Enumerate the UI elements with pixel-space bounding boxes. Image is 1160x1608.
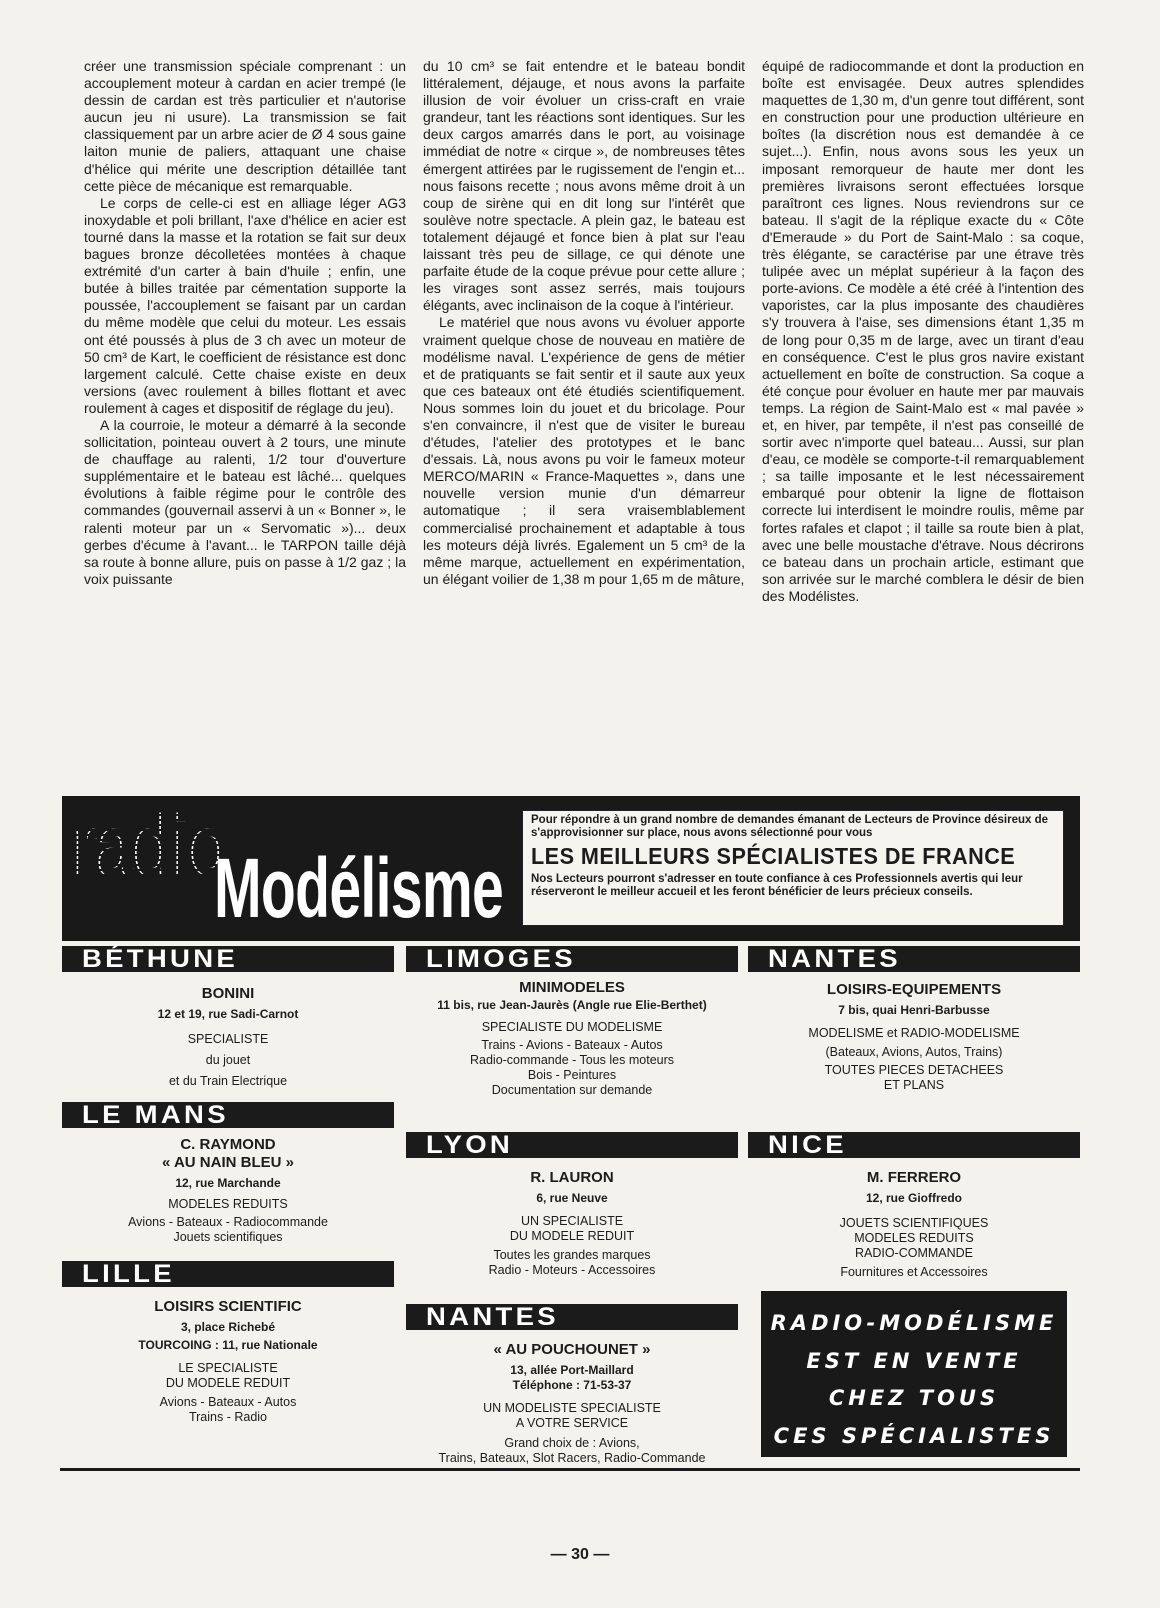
dealer-line: LE SPECIALISTE — [178, 1361, 278, 1375]
promo-line: CHEZ TOUS — [828, 1386, 1000, 1410]
dealer-limoges — [406, 980, 738, 1132]
dealer-line: Radio - Moteurs - Accessoires — [488, 1263, 656, 1277]
article-column-3 — [762, 58, 1084, 743]
dealer-bethune — [62, 986, 394, 1102]
promo-line: EST EN VENTE — [806, 1348, 1022, 1373]
dealer-address-2: TOURCOING : 11, rue Nationale — [138, 1338, 318, 1352]
dealer-line: Jouets scientifiques — [173, 1230, 283, 1244]
dealer-lille — [62, 1299, 394, 1425]
promo-line: CES SPÉCIALISTES — [773, 1423, 1055, 1448]
dealer-lemans — [62, 1137, 394, 1261]
dealer-name: LOISIRS-EQUIPEMENTS — [826, 981, 1002, 998]
city-bar-lille: LILLE — [62, 1261, 394, 1287]
dealer-name: MINIMODELES — [519, 979, 625, 996]
dealer-line: Bois - Peintures — [527, 1068, 617, 1082]
dealer-address: 13, allée Port-Maillard — [510, 1363, 634, 1377]
dealer-line: du jouet — [205, 1053, 251, 1067]
dealer-name: C. RAYMOND — [180, 1136, 276, 1153]
paragraph: Le matériel que nous avons vu évoluer apporte vraiment quelque chose de nouveau en matière de modélisme naval. L'expérience de gens de métier et de pratiquants se fait sentir et il saute aux yeux que ces bateaux ont été étudiés scientifiquement. Nous sommes loin du jouet et du bricolage. Pour s'en convaincre, il n'est que de visiter le bureau d'études, l'atelier des prototypes et le banc d'essais. Là, nous avons pu voir le fameux moteur MERCO/MARIN « France-Maquettes », dans une nouvelle version munie d'un démarreur automatique ; il sera vraisemblablement commercialisé prochainement et adaptable à tous les moteurs déjà livrés. Egalement un 5 cm³ de la même marque, actuellement en expérimentation, un élégant voilier de 1,38 m pour 1,65 m de mâture, — [423, 314, 745, 587]
paragraph: équipé de radiocommande et dont la production en boîte est envisagée. Deux autres splendides maquettes de 1,30 m, d'un genre tout différent, sont en construction pour une production ultérieure en boîtes (la discrétion nous est demandée à ce sujet...). Enfin, nous avons sous les yeux un imposant remorqueur de haute mer dont les premières livraisons seront effectuées lorsque paraîtront ces lignes. Nous reviendrons sur ce bateau. Il s'agit de la réplique exacte du « Côte d'Emeraude » du Port de Saint-Malo : sa coque, très élégante, se caractérise par une étrave très tulipée avec un méplat supérieur à la façon des porte-avions. Ce modèle a été créé à l'intention des vaporistes, car la plus imposante des chaudières s'y trouvera à l'aise, ses dimensions étant 1,35 m de long pour 0,35 m de large, avec un tirant d'eau en conséquence. C'est le plus gros navire existant actuellement en boîte de construction. Sa coque a été conçue pour évoluer en haute mer par mauvais temps. La région de Saint-Malo est « mal pavée » et, en hiver, par tempête, il n'est pas conseillé de sortir avec n'importe quel bateau... Aussi, sur plan d'eau, ce modèle se comporte-t-il remarquablement ; sa taille imposante et le lest nécessairement embarqué pour obtenir la ligne de flottaison correcte lui interdisent le moindre roulis, même par fortes rafales et clapot ; il taille sa route bien à plat, avec une belle moustache d'étrave. Nous décrirons ce bateau dans un prochain article, estimant que son arrivée sur le marché comblera le désir de bien des Modélistes. — [762, 58, 1084, 604]
dealer-line: et du Train Electrique — [168, 1074, 288, 1088]
paragraph: du 10 cm³ se fait entendre et le bateau bondit littéralement, déjauge, et nous avons la parfaite illusion de voir évoluer un criss-craft en vraie grandeur, tant les réactions sont identiques. Sur les deux cargos amarrés dans le port, au voisinage immédiat de notre « cirque », de nombreuses têtes émergent attirées par le rugissement de l'engin et... nous faisons recette ; nous avons même droit à un coup de sirène qui en dit long sur l'intérêt que soulève notre spectacle. A plein gaz, le bateau est totalement déjaugé et fonce bien à plat sur l'eau laissant très peu de sillage, ce qui dénote une parfaite étude de la coque prévue pour cette allure ; les virages sont assez serrés, mais toujours élégants, avec inclinaison de la coque à l'intérieur. — [423, 58, 745, 314]
ad-intro-text-2: Nos Lecteurs pourront s'adresser en toute confiance à ces Professionnels avertis qui leur réserveront le meilleur accueil et les feront bénéficier de leurs précieux conseils. — [531, 873, 1023, 898]
dealer-line: Trains - Avions - Bateaux - Autos — [481, 1038, 663, 1052]
promo-line: RADIO-MODÉLISME — [770, 1311, 1058, 1335]
article-column-1 — [84, 58, 406, 743]
article-column-2 — [423, 58, 745, 743]
logo-modelisme: Modélisme — [214, 841, 504, 935]
city-bar-nantes-2: NANTES — [406, 1304, 738, 1330]
dealer-address: 11 bis, rue Jean-Jaurès (Angle rue Elie-Berthet) — [437, 998, 707, 1012]
dealer-line: ET PLANS — [883, 1078, 945, 1092]
dealer-address: 3, place Richebé — [180, 1320, 276, 1334]
dealer-line: Avions - Bateaux - Radiocommande — [128, 1215, 328, 1229]
ad-intro-box — [522, 810, 1064, 926]
dealer-line: SPECIALISTE DU MODELISME — [481, 1020, 663, 1034]
dealer-column-1 — [62, 946, 394, 1425]
dealer-line: Avions - Bateaux - Autos — [159, 1395, 297, 1409]
dealer-line: MODELES REDUITS — [854, 1231, 974, 1245]
dealer-line: Trains, Bateaux, Slot Racers, Radio-Commande — [438, 1451, 706, 1465]
city-bar-bethune: BÉTHUNE — [62, 946, 394, 972]
dealer-address: 12, rue Marchande — [175, 1176, 281, 1190]
dealer-line: A VOTRE SERVICE — [515, 1416, 629, 1430]
dealer-column-2 — [406, 946, 738, 1466]
dealer-address: 12, rue Gioffredo — [865, 1191, 963, 1205]
dealer-line: Trains - Radio — [188, 1410, 268, 1424]
page-number: — 30 — — [550, 1546, 610, 1563]
dealer-nantes-pouchounet — [406, 1342, 738, 1466]
bottom-rule — [60, 1468, 1080, 1471]
dealer-line: DU MODELE REDUIT — [509, 1229, 635, 1243]
logo-radio: radio — [72, 798, 229, 894]
dealer-lyon — [406, 1170, 738, 1304]
dealer-name-2: « AU NAIN BLEU » — [162, 1154, 294, 1171]
dealer-phone: Téléphone : 71-53-37 — [512, 1378, 632, 1392]
city-bar-limoges: LIMOGES — [406, 946, 738, 972]
paragraph: créer une transmission spéciale comprenant : un accouplement moteur à cardan en acier trempé (le dessin de cardan est très particulier et n'autorise aucun jeu ni usure). La transmission se fait classiquement par un arbre acier de Ø 4 sous gaine laiton munie de paliers, attaquant une chaise d'hélice qui mérite une description détaillée tant cette pièce de mécanique est remarquable. — [84, 58, 406, 194]
dealer-address: 6, rue Neuve — [536, 1191, 608, 1205]
dealer-address: 12 et 19, rue Sadi-Carnot — [157, 1007, 299, 1021]
paragraph: Le corps de celle-ci est en alliage léger AG3 inoxydable et poli brillant, l'axe d'hélice en acier est tourné dans la masse et la rotation se fait sur deux bagues bronze décolletées montées à chaque extrémité d'un carter à bain d'huile ; enfin, une butée à billes traitée par cémentation supporte la poussée, l'accouplement se faisant par un cardan du même modèle que celui du moteur. Les essais ont été poussés à plus de 3 ch avec un moteur de 50 cm³ de Kart, le coefficient de résistance est donc largement calculé. Cette chaise existe en deux versions (avec roulement à billes flottant et avec roulement à cages et dispositif de réglage du jeu). — [84, 194, 406, 416]
dealer-line: RADIO-COMMANDE — [854, 1246, 974, 1260]
dealer-line: Fournitures et Accessoires — [840, 1265, 988, 1279]
dealer-line: UN SPECIALISTE — [520, 1214, 624, 1228]
city-bar-lyon: LYON — [406, 1132, 738, 1158]
ad-intro-text: Pour répondre à un grand nombre de demandes émanant de Lecteurs de Province désireux de s'approvisionner sur place, nous avons sélectionné pour vous — [531, 814, 1049, 839]
dealer-line: Documentation sur demande — [491, 1083, 653, 1097]
city-bar-nantes-1: NANTES — [748, 946, 1080, 972]
dealer-nice — [748, 1170, 1080, 1280]
dealer-line: DU MODELE REDUIT — [165, 1376, 291, 1390]
dealer-line: MODELISME et RADIO-MODELISME — [808, 1026, 1020, 1040]
dealer-column-3 — [748, 946, 1080, 1280]
city-bar-lemans: LE MANS — [62, 1102, 394, 1128]
ad-header — [62, 796, 1080, 941]
dealer-line: TOUTES PIECES DETACHEES — [824, 1063, 1004, 1077]
dealer-name: BONINI — [201, 985, 255, 1002]
dealer-line: (Bateaux, Avions, Autos, Trains) — [825, 1045, 1003, 1059]
dealer-name: « AU POUCHOUNET » — [493, 1341, 651, 1358]
city-bar-nice: NICE — [748, 1132, 1080, 1158]
dealer-line: MODELES REDUITS — [168, 1197, 288, 1211]
promo-box — [761, 1291, 1067, 1457]
dealer-line: UN MODELISTE SPECIALISTE — [483, 1401, 661, 1415]
dealer-line: Radio-commande - Tous les moteurs — [469, 1053, 675, 1067]
dealer-name: LOISIRS SCIENTIFIC — [154, 1298, 302, 1315]
ad-headline: LES MEILLEURS SPÉCIALISTES DE FRANCE — [531, 843, 1016, 869]
dealer-line: JOUETS SCIENTIFIQUES — [839, 1216, 989, 1230]
dealer-nantes-loisirs — [748, 982, 1080, 1132]
article — [84, 58, 1084, 743]
paragraph: A la courroie, le moteur a démarré à la seconde sollicitation, pointeau ouvert à 2 tours, une minute de chauffage au ralenti, 1/2 tour d'ouverture supplémentaire et le bateau est lâché... quelques évolutions à faible régime pour le contrôle des commandes (gouvernail asservi à un « Bonner », le ralenti moteur par un « Servomatic »)... deux gerbes d'écume à l'avant... le TARPON taille déjà sa route à bonne allure, puis on passe à 1/2 gaz ; la voix puissante — [84, 416, 406, 587]
dealer-line: Grand choix de : Avions, — [504, 1436, 640, 1450]
dealer-name: M. FERRERO — [866, 1169, 962, 1186]
dealer-address: 7 bis, quai Henri-Barbusse — [838, 1003, 990, 1017]
dealer-line: SPECIALISTE — [187, 1032, 269, 1046]
dealer-name: R. LAURON — [530, 1169, 614, 1186]
dealer-line: Toutes les grandes marques — [493, 1248, 651, 1262]
